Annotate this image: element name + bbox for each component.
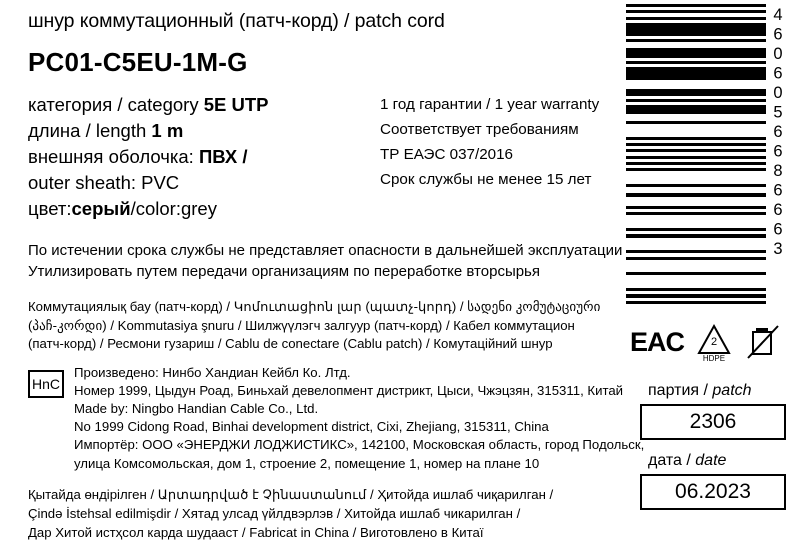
origin-line-2: Çində İstehsal edilmişdir / Хятад улсад үйлдвэрлэв / Хитойда ишлаб чикарилган / [28,505,521,521]
warranty-info: 1 год гарантии / 1 year warranty [380,96,600,113]
barcode-bars [626,4,766,304]
spec-length-label: длина / length [28,120,147,141]
svg-text:HDPE: HDPE [702,354,726,362]
spec-category-value: 5E UTP [203,94,269,115]
certification-marks [630,318,800,366]
multilingual-line-2: (პაჩ-კორდი) / Kommutasiya şnuru / Шилжүүлэгч залгуур (патч-корд) / Кабел коммутацион [28,317,575,333]
spec-length-value: 1 m [151,120,184,141]
batch-label [648,382,752,400]
service-life-info: Срок службы не менее 15 лет [380,171,592,188]
date-value-box [640,474,786,510]
batch-label-en: patch [712,382,752,399]
product-sku: PC01-C5EU-1M-G [28,47,248,77]
disposal-notice-line-2: Утилизировать путем передачи организациям по переработке вторсырья [28,263,540,280]
disposal-notice [28,240,623,282]
manufacturer-line-4: No 1999 Cidong Road, Binhai development district, Cixi, Zhejiang, 315311, China [74,419,549,435]
barcode-number: 4606056686663 [769,6,787,260]
svg-text:2: 2 [710,336,718,348]
disposal-notice-line-1: По истечении срока службы не представляет опасности в дальнейшей эксплуатации [28,242,623,259]
importer-line-1: Импортёр: ООО «ЭНЕРДЖИ ЛОДЖИСТИКС», 142100, Московская область, город Подольск, [74,437,645,453]
origin-line-3: Дар Хитой истҳсол карда шудааст / Fabricat in China / Виготовлено в Китаї [28,524,484,540]
manufacturer-line-3: Made by: Ningbo Handian Cable Co., Ltd. [74,400,319,416]
crossed-out-bin-icon [744,322,782,362]
origin-line-1: Қытайда өндірілген / Արտադրված է Չինաստանում / Ҳитойда ишлаб чиқарилган / [28,486,554,502]
date-value: 06.2023 [675,480,751,503]
spec-sheath-label: внешняя оболочка: [28,146,194,167]
spec-color-en: /color:grey [130,198,217,219]
spec-color [28,196,608,222]
spec-list [28,92,608,222]
multilingual-line-1: Коммутациялық бау (патч-корд) / Կոմուտացիոն լար (պատչ-կորդ) / სადენი კომუტაციური [28,299,601,314]
batch-value-box [640,404,786,440]
multilingual-product-name [28,298,608,354]
manufacturer-line-1: Произведено: Нинбо Хандиан Кейбл Ко. Лтд. [74,364,351,380]
hnc-mark: HnC [28,370,64,398]
spec-right-column [380,92,640,192]
spec-category-label: категория / category [28,94,199,115]
barcode-graphic [626,4,766,304]
multilingual-line-3: (патч-корд) / Ресмони гузариш / Cablu de conectare (Cablu patch) / Комутаційний шнур [28,336,553,351]
date-label-en: date [695,452,727,469]
spec-color-value: серый [71,198,131,219]
spec-sheath-value: ПВХ / [198,146,248,167]
eac-mark: ЕAC [630,326,685,357]
importer-line-2: улица Комсомольская, дом 1, строение 2, помещение 1, номер на плане 10 [74,455,540,471]
conformity-line-2: ТР ЕАЭС 037/2016 [380,146,514,163]
spec-sheath-en: outer sheath: PVC [28,172,180,193]
manufacturer-block [28,364,645,473]
product-title: шнур коммутационный (патч-корд) / patch cord [28,10,445,32]
origin-block [28,485,608,542]
date-label-ru: дата / [648,452,691,469]
spec-color-label: цвет: [28,198,72,219]
batch-value: 2306 [689,410,737,433]
conformity-line-1: Соответствует требованиям [380,121,579,138]
manufacturer-line-2: Номер 1999, Цыдун Роад, Биньхай девелопмент дистрикт, Цыси, Чжэцзян, 315311, Китай [74,382,624,398]
recycle-icon [694,322,734,362]
date-label [648,452,726,470]
batch-label-ru: партия / [648,382,708,399]
